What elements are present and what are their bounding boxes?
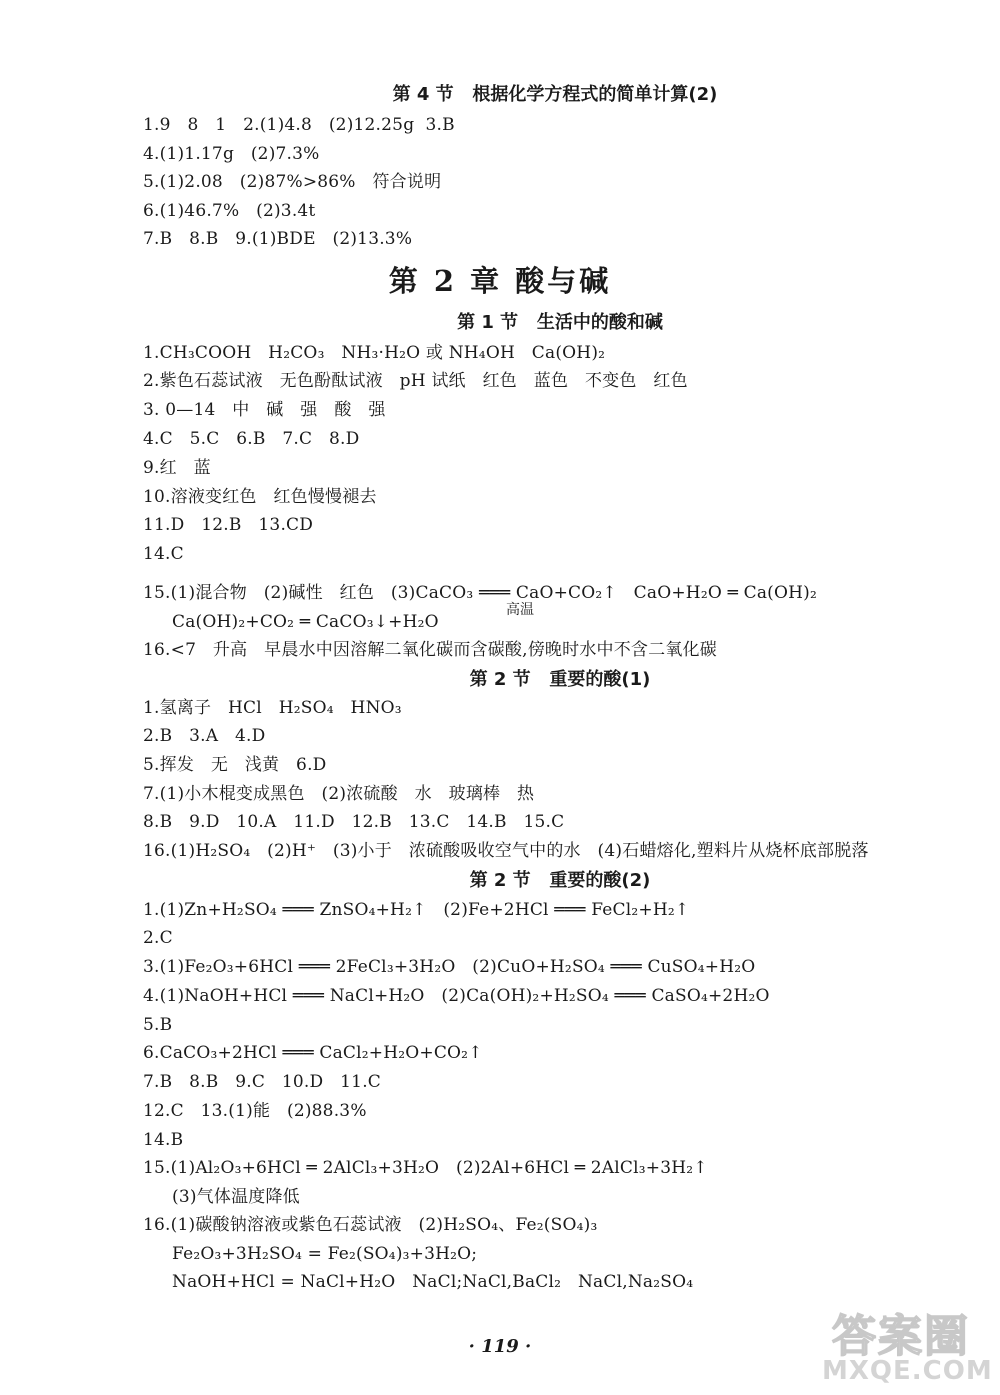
answer-line: 5.(1)2.08 (2)87%>86% 符合说明 [143, 172, 442, 192]
site-watermark [822, 1300, 992, 1390]
answer-line: 7.B 8.B 9.C 10.D 11.C [143, 1072, 382, 1092]
section-heading: 第 1 节 生活中的酸和碱 [457, 312, 663, 333]
section-heading: 第 2 节 重要的酸(1) [469, 669, 651, 690]
reaction-condition-label: 高温 [506, 602, 534, 618]
answer-line: 6.CaCO₃+2HCl ═══ CaCl₂+H₂O+CO₂↑ [143, 1043, 483, 1063]
answer-line: 5.B [143, 1015, 173, 1035]
answer-line: 1.氢离子 HCl H₂SO₄ HNO₃ [143, 698, 402, 718]
answer-line: 1.CH₃COOH H₂CO₃ NH₃·H₂O 或 NH₄OH Ca(OH)₂ [143, 343, 606, 363]
answer-line: 16.(1)碳酸钠溶液或紫色石蕊试液 (2)H₂SO₄、Fe₂(SO₄)₃ [143, 1215, 598, 1235]
answer-line: 3. 0—14 中 碱 强 酸 强 [143, 400, 386, 420]
answer-line: 2.B 3.A 4.D [143, 726, 266, 746]
answer-line-continued: Ca(OH)₂+CO₂ ═ CaCO₃↓+H₂O [172, 612, 439, 632]
page-number: · 119 · [468, 1336, 532, 1357]
answer-line: 15.(1)Al₂O₃+6HCl ═ 2AlCl₃+3H₂O (2)2Al+6HCl ═ 2AlCl₃+3H₂↑ [143, 1158, 708, 1178]
watermark-url: MXQE.COM [822, 1356, 993, 1386]
answer-line: 2.紫色石蕊试液 无色酚酞试液 pH 试纸 红色 蓝色 不变色 红色 [143, 371, 688, 391]
answer-line: 12.C 13.(1)能 (2)88.3% [143, 1101, 367, 1121]
answer-line-continued: Fe₂O₃+3H₂SO₄ = Fe₂(SO₄)₃+3H₂O; [172, 1244, 478, 1264]
answer-line: 7.B 8.B 9.(1)BDE (2)13.3% [143, 229, 413, 249]
answer-line: 14.B [143, 1130, 184, 1150]
answer-line: 10.溶液变红色 红色慢慢褪去 [143, 487, 377, 507]
chapter-title: 第 2 章 酸与碱 [388, 264, 612, 298]
section-heading: 第 2 节 重要的酸(2) [469, 870, 651, 891]
answer-line: 8.B 9.D 10.A 11.D 12.B 13.C 14.B 15.C [143, 812, 565, 832]
answer-line: 4.(1)1.17g (2)7.3% [143, 144, 320, 164]
answer-line: 5.挥发 无 浅黄 6.D [143, 755, 327, 775]
answer-line-continued: NaOH+HCl = NaCl+H₂O NaCl;NaCl,BaCl₂ NaCl,Na₂SO₄ [172, 1272, 694, 1292]
answer-line: 4.C 5.C 6.B 7.C 8.D [143, 429, 360, 449]
answer-line: 2.C [143, 928, 173, 948]
answer-line: 14.C [143, 544, 184, 564]
answer-line: 4.(1)NaOH+HCl ═══ NaCl+H₂O (2)Ca(OH)₂+H₂SO₄ ═══ CaSO₄+2H₂O [143, 986, 770, 1006]
answer-line: 7.(1)小木棍变成黑色 (2)浓硫酸 水 玻璃棒 热 [143, 784, 535, 804]
answer-line: 9.红 蓝 [143, 458, 211, 478]
answer-line-continued: (3)气体温度降低 [172, 1187, 300, 1207]
answer-line: 16.(1)H₂SO₄ (2)H⁺ (3)小于 浓硫酸吸收空气中的水 (4)石蜡熔化,塑料片从烧杯底部脱落 [143, 841, 869, 861]
answer-line: 11.D 12.B 13.CD [143, 515, 314, 535]
watermark-chinese: 答案圈 [832, 1311, 970, 1362]
answer-line: 3.(1)Fe₂O₃+6HCl ═══ 2FeCl₃+3H₂O (2)CuO+H₂SO₄ ═══ CuSO₄+H₂O [143, 957, 756, 977]
answer-line: 1.(1)Zn+H₂SO₄ ═══ ZnSO₄+H₂↑ (2)Fe+2HCl ═══ FeCl₂+H₂↑ [143, 900, 690, 920]
section-heading: 第 4 节 根据化学方程式的简单计算(2) [392, 84, 718, 105]
answer-line: 1.9 8 1 2.(1)4.8 (2)12.25g 3.B [143, 115, 455, 135]
answer-line: 16.<7 升高 早晨水中因溶解二氧化碳而含碳酸,傍晚时水中不含二氧化碳 [143, 640, 717, 660]
answer-line: 6.(1)46.7% (2)3.4t [143, 201, 316, 221]
answer-line: 15.(1)混合物 (2)碱性 红色 (3)CaCO₃ ═══ CaO+CO₂↑ CaO+H₂O ═ Ca(OH)₂ [143, 583, 817, 603]
